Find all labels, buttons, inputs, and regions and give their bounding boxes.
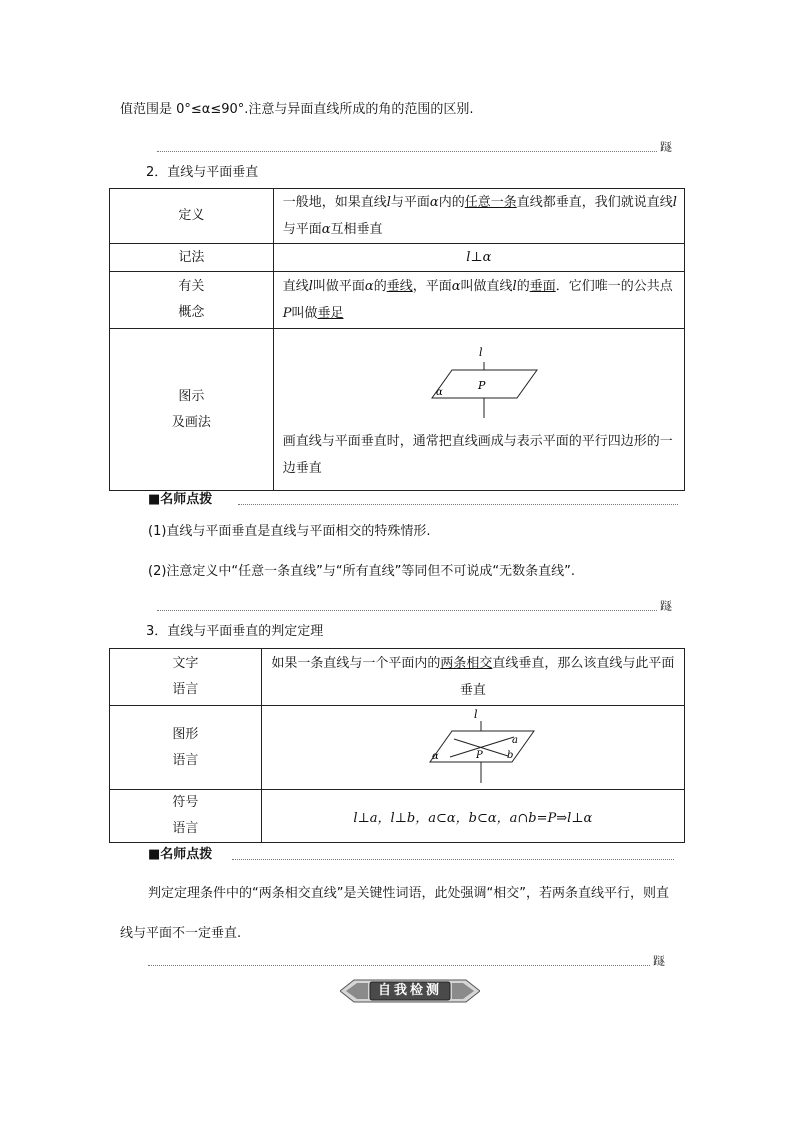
row-label-text-language: 文字 语言 bbox=[110, 649, 262, 706]
dotted-separator bbox=[232, 859, 674, 860]
point-label-p: P bbox=[477, 378, 486, 392]
plane-label-alpha: α bbox=[431, 750, 439, 762]
tip-heading: ■名师点拨 bbox=[148, 492, 213, 507]
dotted-separator bbox=[157, 610, 657, 611]
table-row bbox=[110, 244, 685, 272]
dotted-separator bbox=[238, 504, 678, 505]
section-3-title: 3．直线与平面垂直的判定定理 bbox=[146, 624, 324, 639]
row-content-definition: 一般地，如果直线l与平面α内的任意一条直线都垂直，我们就说直线l与平面α互相垂直 bbox=[273, 189, 684, 244]
row-label-diagram: 图示 及画法 bbox=[110, 329, 274, 491]
section-end-marker: 𨄃 bbox=[653, 954, 666, 968]
self-check-label: 自我检测 bbox=[377, 983, 442, 998]
row-label-figure-language: 图形 语言 bbox=[110, 706, 262, 790]
table-row bbox=[110, 649, 685, 706]
perpendicular-diagram bbox=[429, 342, 539, 424]
line-label-b: b bbox=[506, 749, 514, 761]
intro-text-line: 值范围是 0°≤α≤90°.注意与异面直线所成的角的范围的区别. bbox=[120, 102, 474, 117]
plane-label-alpha: α bbox=[435, 386, 443, 398]
row-content-figure-language bbox=[261, 706, 684, 790]
section-end-marker: 𨄃 bbox=[660, 599, 673, 613]
row-content-diagram bbox=[273, 329, 684, 491]
perpendicular-definition-table bbox=[109, 188, 685, 491]
point-label-p: P bbox=[475, 749, 483, 761]
section-end-marker: 𨄃 bbox=[660, 140, 673, 154]
row-label-notation: 记法 bbox=[110, 244, 274, 272]
dotted-separator bbox=[148, 965, 650, 966]
section-2-title: 2．直线与平面垂直 bbox=[146, 165, 259, 180]
table-row bbox=[110, 790, 685, 843]
row-content-text-language: 如果一条直线与一个平面内的两条相交直线垂直，那么该直线与此平面垂直 bbox=[261, 649, 684, 706]
determination-theorem-table bbox=[109, 648, 685, 843]
line-label-l: l bbox=[473, 708, 478, 721]
row-label-definition: 定义 bbox=[110, 189, 274, 244]
tip-2: (2)注意定义中“任意一条直线”与“所有直线”等同但不可说成“无数条直线”. bbox=[148, 564, 575, 579]
row-label-concepts: 有关 概念 bbox=[110, 272, 274, 329]
row-content-symbol-language: l⊥a，l⊥b，a⊂α，b⊂α，a∩b=P⇒l⊥α bbox=[261, 790, 684, 843]
row-content-notation: l⊥α bbox=[273, 244, 684, 272]
theorem-diagram bbox=[426, 709, 536, 787]
table-row bbox=[110, 272, 685, 329]
tip-1: (1)直线与平面垂直是直线与平面相交的特殊情形. bbox=[148, 524, 431, 539]
row-label-symbol-language: 符号 语言 bbox=[110, 790, 262, 843]
dotted-separator bbox=[157, 151, 657, 152]
table-row bbox=[110, 189, 685, 244]
self-check-button[interactable] bbox=[340, 978, 480, 1004]
line-label-a: a bbox=[511, 734, 518, 746]
table-row bbox=[110, 706, 685, 790]
tip-paragraph: 判定定理条件中的“两条相交直线”是关键性词语，此处强调“相交”，若两条直线平行，则直线与平面不一定垂直. bbox=[120, 886, 669, 941]
row-content-concepts: 直线l叫做平面α的垂线，平面α叫做直线l的垂面．它们唯一的公共点P叫做垂足 bbox=[273, 272, 684, 329]
table-row bbox=[110, 329, 685, 491]
line-label-l: l bbox=[478, 345, 483, 359]
tip-heading: ■名师点拨 bbox=[148, 847, 213, 862]
diagram-caption: 画直线与平面垂直时，通常把直线画成与表示平面的平行四边形的一边垂直 bbox=[282, 433, 673, 476]
